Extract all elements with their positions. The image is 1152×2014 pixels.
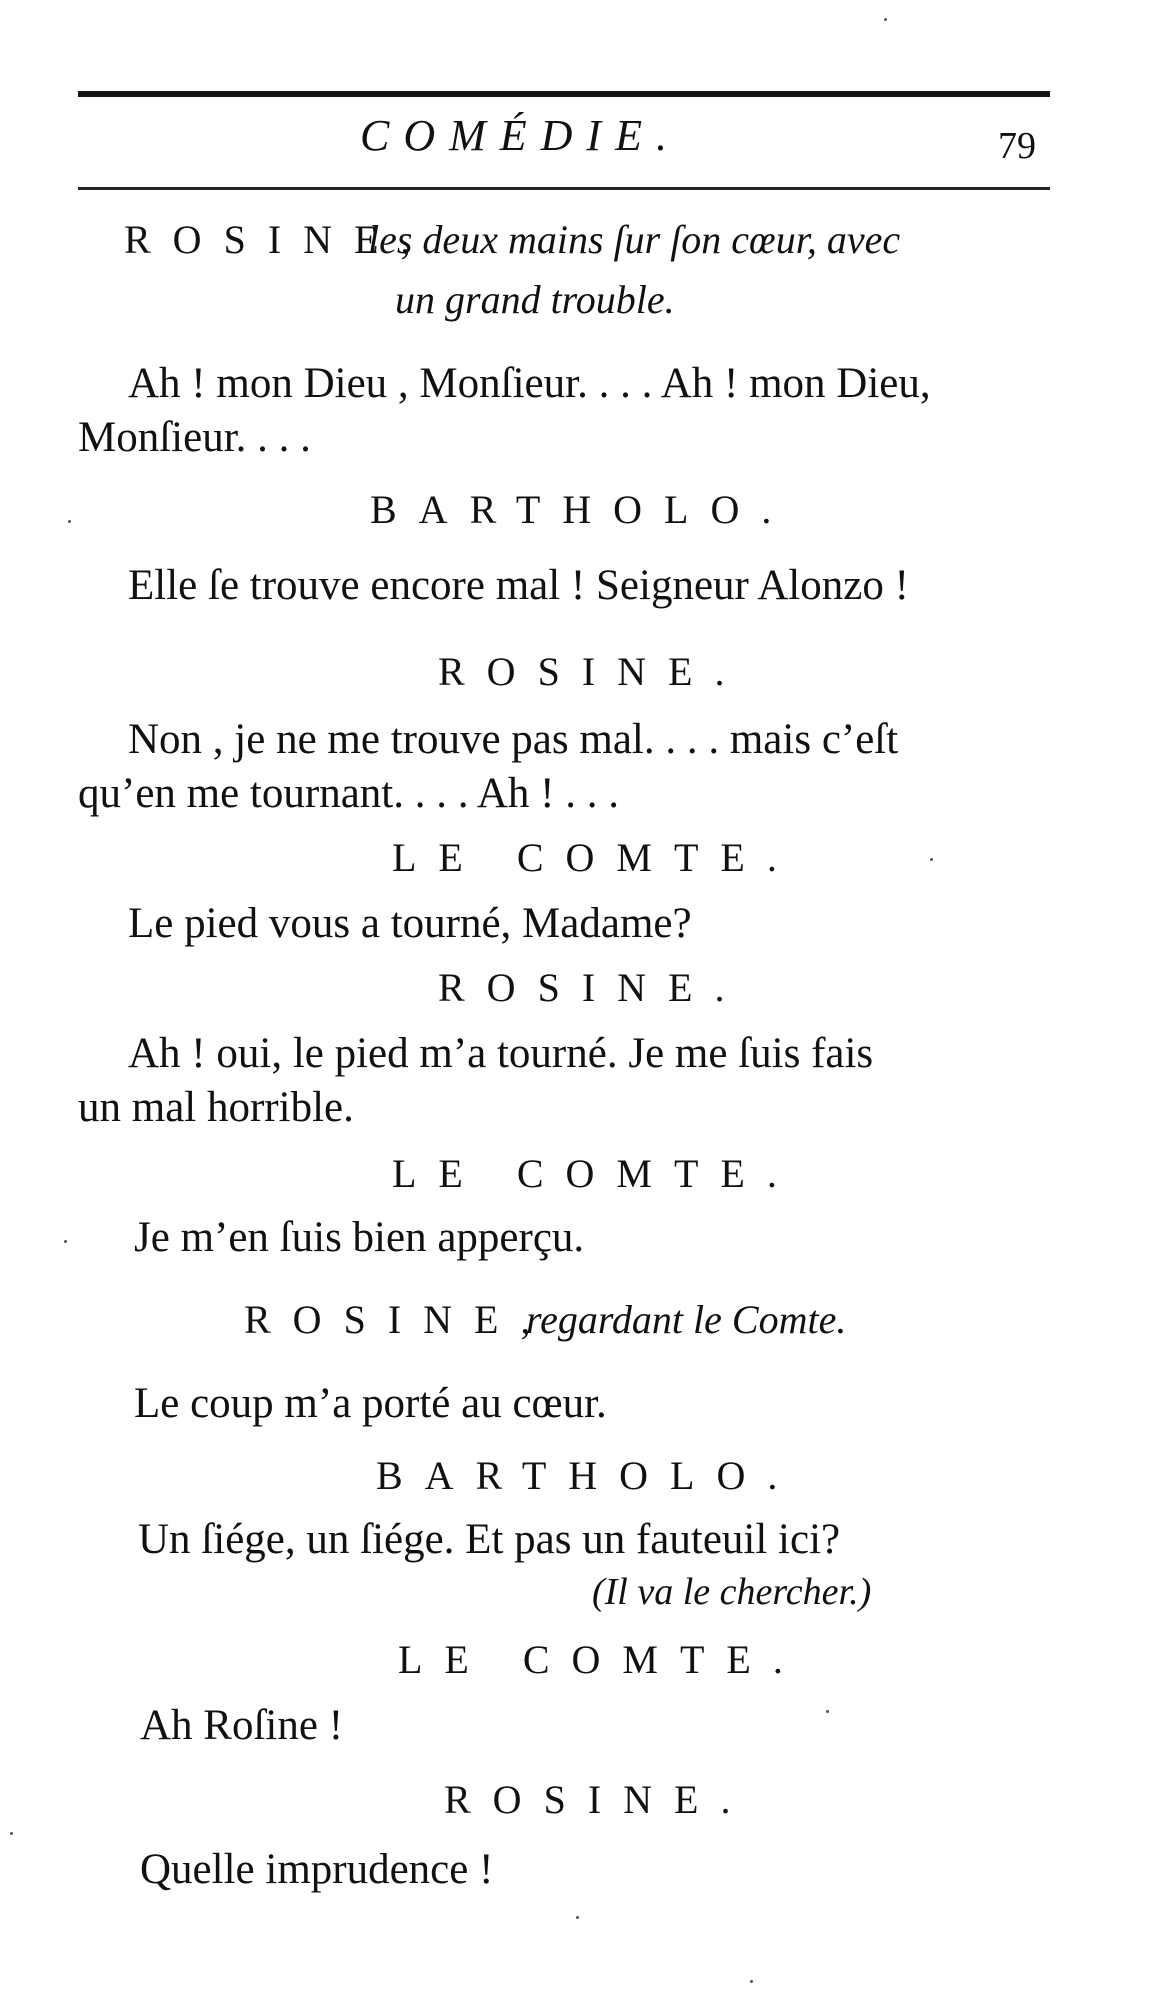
speaker-heading: LE COMTE. bbox=[398, 1637, 805, 1682]
speaker-heading: BARTHOLO. bbox=[376, 1453, 800, 1498]
dialogue-line: Quelle imprudence ! bbox=[140, 1846, 494, 1893]
running-head: COMÉDIE. bbox=[360, 111, 681, 160]
paper-speck bbox=[884, 18, 887, 21]
paper-speck bbox=[68, 520, 71, 523]
paper-speck bbox=[64, 1240, 67, 1243]
dialogue-line: un mal horrible. bbox=[78, 1084, 354, 1131]
stage-direction: les deux mains ſur ſon cœur, avec bbox=[368, 217, 901, 262]
dialogue-line: Ah ! mon Dieu , Monſieur. . . . Ah ! mon Dieu, bbox=[128, 360, 931, 407]
dialogue-line: Non , je ne me trouve pas mal. . . . mais c’eſt bbox=[128, 716, 899, 763]
speaker-name: ROSINE, bbox=[124, 217, 433, 262]
dialogue-line: Je m’en ſuis bien apperçu. bbox=[134, 1214, 585, 1261]
speaker-heading: ROSINE. bbox=[438, 965, 747, 1010]
speaker-heading: LE COMTE. bbox=[392, 1151, 799, 1196]
speaker-heading: LE COMTE. bbox=[392, 835, 799, 880]
stage-direction-continued: un grand trouble. bbox=[395, 277, 675, 322]
dialogue-line: Monſieur. . . . bbox=[78, 414, 311, 461]
header-bottom-rule bbox=[78, 187, 1050, 190]
paper-speck bbox=[930, 858, 933, 861]
stage-direction: regardant le Comte. bbox=[526, 1297, 847, 1342]
dialogue-line: Ah Roſine ! bbox=[140, 1702, 344, 1749]
paper-speck bbox=[750, 1980, 753, 1983]
paper-speck bbox=[826, 1710, 829, 1713]
header-top-rule bbox=[78, 91, 1050, 97]
stage-direction-parenthetical: (Il va le chercher.) bbox=[592, 1571, 872, 1613]
dialogue-line: qu’en me tournant. . . . Ah ! . . . bbox=[78, 770, 619, 817]
speaker-heading: ROSINE. bbox=[444, 1777, 753, 1822]
paper-speck bbox=[576, 1916, 579, 1919]
dialogue-line: Le coup m’a porté au cœur. bbox=[134, 1380, 607, 1427]
dialogue-line: Le pied vous a tourné, Madame? bbox=[128, 900, 692, 947]
speaker-heading: ROSINE, bbox=[244, 1297, 553, 1342]
dialogue-line: Un ſiége, un ſiége. Et pas un fauteuil ici? bbox=[138, 1516, 841, 1563]
dialogue-line: Elle ſe trouve encore mal ! Seigneur Alonzo ! bbox=[128, 562, 909, 609]
dialogue-line: Ah ! oui, le pied m’a tourné. Je me ſuis fais bbox=[128, 1030, 874, 1077]
speaker-heading: BARTHOLO. bbox=[370, 487, 794, 532]
page-number: 79 bbox=[998, 125, 1036, 167]
speaker-heading: ROSINE. bbox=[438, 649, 747, 694]
paper-speck bbox=[10, 1832, 13, 1835]
